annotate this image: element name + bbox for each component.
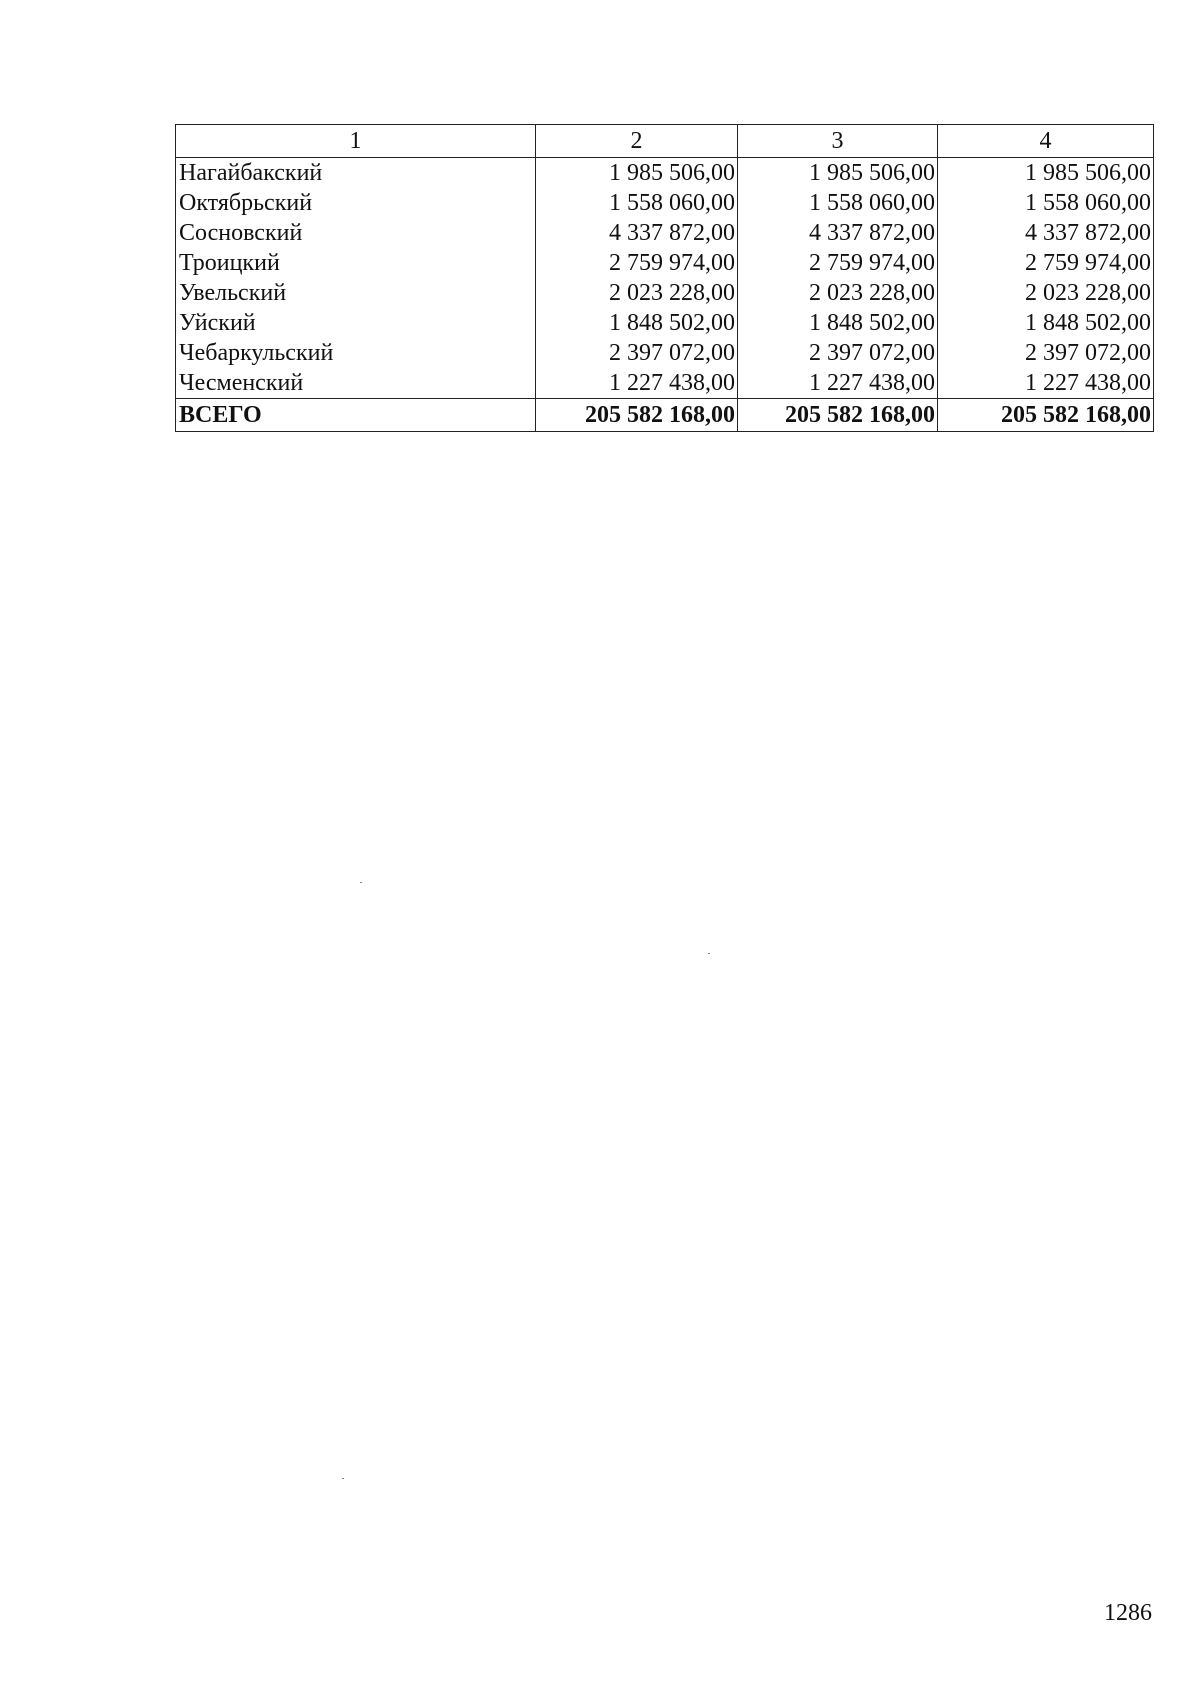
table-row: [176, 188, 1154, 218]
total-col-2: 205 582 168,00: [536, 399, 738, 432]
amount-col-2: 1 985 506,00: [536, 158, 738, 189]
district-name: Троицкий: [176, 248, 536, 278]
district-name: Уйский: [176, 308, 536, 338]
amount-col-4: 1 227 438,00: [938, 368, 1154, 399]
amount-col-2: 1 558 060,00: [536, 188, 738, 218]
amount-col-4: 4 337 872,00: [938, 218, 1154, 248]
amount-col-3: 1 848 502,00: [738, 308, 938, 338]
table-row: [176, 338, 1154, 368]
budget-table: [175, 124, 1154, 432]
amount-col-3: 2 397 072,00: [738, 338, 938, 368]
column-header-3: 3: [738, 125, 938, 158]
amount-col-3: 1 558 060,00: [738, 188, 938, 218]
amount-col-4: 2 397 072,00: [938, 338, 1154, 368]
district-name: Увельский: [176, 278, 536, 308]
amount-col-4: 1 848 502,00: [938, 308, 1154, 338]
table-row: [176, 278, 1154, 308]
district-name: Сосновский: [176, 218, 536, 248]
amount-col-4: 2 023 228,00: [938, 278, 1154, 308]
district-name: Октябрьский: [176, 188, 536, 218]
table-row: [176, 158, 1154, 189]
total-col-4: 205 582 168,00: [938, 399, 1154, 432]
amount-col-2: 2 023 228,00: [536, 278, 738, 308]
amount-col-2: 1 848 502,00: [536, 308, 738, 338]
scan-speck: [342, 1478, 344, 1479]
column-header-1: 1: [176, 125, 536, 158]
scan-speck: [708, 953, 710, 954]
table-row: [176, 248, 1154, 278]
table-row: [176, 308, 1154, 338]
amount-col-4: 1 985 506,00: [938, 158, 1154, 189]
amount-col-3: 4 337 872,00: [738, 218, 938, 248]
column-header-2: 2: [536, 125, 738, 158]
table-row: [176, 218, 1154, 248]
column-header-4: 4: [938, 125, 1154, 158]
table-total-row: [176, 399, 1154, 432]
amount-col-4: 2 759 974,00: [938, 248, 1154, 278]
amount-col-4: 1 558 060,00: [938, 188, 1154, 218]
amount-col-2: 1 227 438,00: [536, 368, 738, 399]
district-name: Нагайбакский: [176, 158, 536, 189]
district-name: Чебаркульский: [176, 338, 536, 368]
amount-col-2: 2 397 072,00: [536, 338, 738, 368]
amount-col-3: 2 023 228,00: [738, 278, 938, 308]
budget-table-container: [175, 124, 1153, 432]
amount-col-2: 4 337 872,00: [536, 218, 738, 248]
district-name: Чесменский: [176, 368, 536, 399]
table-row: [176, 368, 1154, 399]
amount-col-3: 2 759 974,00: [738, 248, 938, 278]
amount-col-3: 1 227 438,00: [738, 368, 938, 399]
amount-col-2: 2 759 974,00: [536, 248, 738, 278]
page-number: 1286: [1104, 1600, 1152, 1626]
table-header-row: [176, 125, 1154, 158]
amount-col-3: 1 985 506,00: [738, 158, 938, 189]
total-col-3: 205 582 168,00: [738, 399, 938, 432]
total-label: ВСЕГО: [176, 399, 536, 432]
scan-speck: [360, 882, 362, 883]
